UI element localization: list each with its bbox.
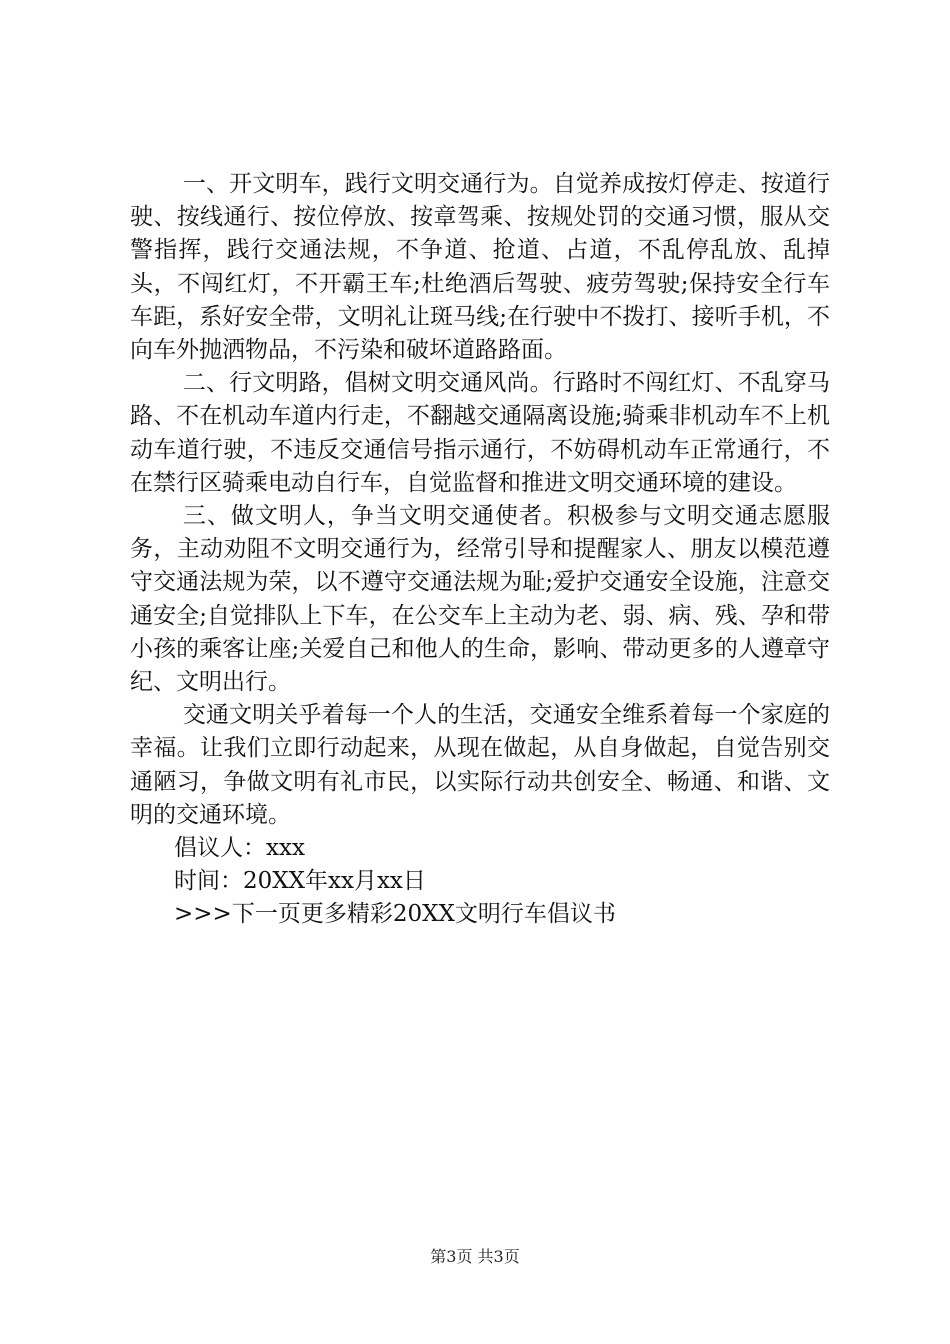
paragraph-conclusion: 交通文明关乎着每一个人的生活，交通安全维系着每一个家庭的幸福。让我们立即行动起来，从现在做起，从自身做起，自觉告别交通陋习，争做文明有礼市民，以实际行动共创安全、畅通、和谐、文明的交通环境。 [130, 702, 830, 828]
paragraph-drive-civilized: 一、开文明车，践行文明交通行为。自觉养成按灯停走、按道行驶、按线通行、按位停放、按章驾乘、按规处罚的交通习惯，服从交警指挥，践行交通法规，不争道、抢道、占道，不乱停乱放、乱掉头，不闯红灯，不开霸王车;杜绝酒后驾驶、疲劳驾驶;保持安全行车车距，系好安全带，文明礼让斑马线;在行驶中不拨打、接听手机，不向车外抛洒物品，不污染和破坏道路路面。 [130, 171, 830, 364]
date-line: 时间：20XX年xx月xx日 [174, 868, 426, 895]
initiator-line: 倡议人：xxx [174, 835, 305, 862]
paragraph-be-civilized: 三、做文明人，争当文明交通使者。积极参与文明交通志愿服务，主动劝阻不文明交通行为，经常引导和提醒家人、朋友以模范遵守交通法规为荣，以不遵守交通法规为耻;爱护交通安全设施，注意交通安全;自觉排队上下车，在公交车上主动为老、弱、病、残、孕和带小孩的乘客让座;关爱自己和他人的生命，影响、带动更多的人遵章守纪、文明出行。 [130, 503, 830, 696]
paragraph-walk-civilized: 二、行文明路，倡树文明交通风尚。行路时不闯红灯、不乱穿马路、不在机动车道内行走，不翻越交通隔离设施;骑乘非机动车不上机动车道行驶，不违反交通信号指示通行，不妨碍机动车正常通行，不在禁行区骑乘电动自行车，自觉监督和推进文明交通环境的建设。 [130, 370, 830, 496]
page-indicator: 第3页 共3页 [430, 1247, 520, 1266]
next-page-link[interactable]: >>>下一页更多精彩20XX文明行车倡议书 [174, 901, 616, 928]
document-body [130, 168, 830, 932]
